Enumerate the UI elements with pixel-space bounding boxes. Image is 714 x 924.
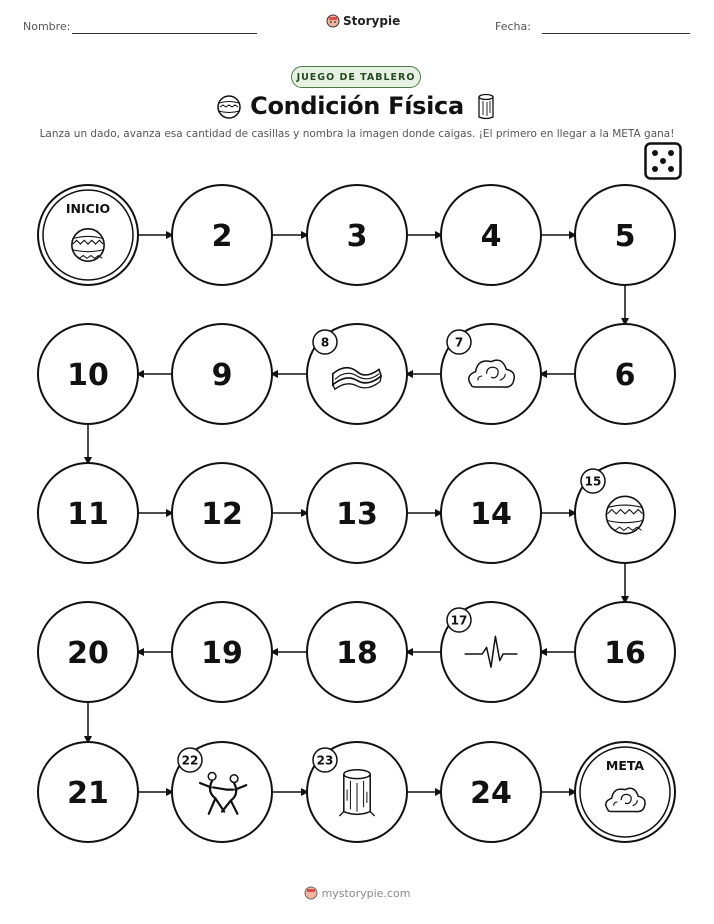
board-space-14 bbox=[441, 463, 541, 563]
svg-text:23: 23 bbox=[316, 753, 334, 768]
space-number: 21 bbox=[67, 776, 109, 811]
board-space-6 bbox=[575, 324, 675, 424]
board-space-16 bbox=[575, 602, 675, 702]
space-number: 12 bbox=[201, 497, 243, 532]
space-number: 3 bbox=[346, 219, 368, 254]
board-space-17 bbox=[441, 602, 541, 702]
start-space bbox=[38, 185, 138, 285]
board-space-19 bbox=[172, 602, 272, 702]
board-space-11 bbox=[38, 463, 138, 563]
space-number: 20 bbox=[67, 636, 109, 671]
space-number: 9 bbox=[211, 358, 233, 393]
board-space-22 bbox=[172, 742, 272, 842]
space-number-badge bbox=[447, 608, 471, 632]
finish-label: META bbox=[605, 758, 645, 773]
board-space-21 bbox=[38, 742, 138, 842]
space-number: 18 bbox=[336, 636, 378, 671]
board-space-3 bbox=[307, 185, 407, 285]
board-space-2 bbox=[172, 185, 272, 285]
svg-text:7: 7 bbox=[454, 335, 464, 350]
space-number: 16 bbox=[604, 636, 646, 671]
page-title: Condición Física bbox=[250, 92, 464, 120]
board-space-24 bbox=[441, 742, 541, 842]
space-number-badge bbox=[581, 469, 605, 493]
space-number: 11 bbox=[67, 497, 109, 532]
space-number: 10 bbox=[67, 358, 109, 393]
footer-url: mystorypie.com bbox=[321, 886, 411, 900]
board-space-12 bbox=[172, 463, 272, 563]
board-space-7 bbox=[441, 324, 541, 424]
storypie-mascot-icon bbox=[304, 886, 318, 900]
board-space-8 bbox=[307, 324, 407, 424]
board-space-18 bbox=[307, 602, 407, 702]
name-label: Nombre: bbox=[23, 20, 71, 33]
space-number: 14 bbox=[470, 497, 512, 532]
board-space-4 bbox=[441, 185, 541, 285]
svg-text:17: 17 bbox=[450, 613, 468, 628]
space-number: 6 bbox=[614, 358, 636, 393]
finish-space bbox=[575, 742, 675, 842]
brand-name: Storypie bbox=[343, 14, 401, 28]
start-label: INICIO bbox=[65, 201, 111, 216]
footer bbox=[0, 886, 714, 900]
instructions: Lanza un dado, avanza esa cantidad de casillas y nombra la imagen donde caigas. ¡El primero en llegar a la META gana! bbox=[39, 128, 675, 140]
board-space-23 bbox=[307, 742, 407, 842]
space-number-badge bbox=[178, 748, 202, 772]
board-space-13 bbox=[307, 463, 407, 563]
svg-text:8: 8 bbox=[320, 335, 330, 350]
board-space-20 bbox=[38, 602, 138, 702]
space-number-badge bbox=[313, 748, 337, 772]
space-number-badge bbox=[447, 330, 471, 354]
space-number: 24 bbox=[470, 776, 512, 811]
board-space-5 bbox=[575, 185, 675, 285]
space-number: 2 bbox=[211, 219, 233, 254]
space-number: 4 bbox=[480, 219, 502, 254]
board-space-9 bbox=[172, 324, 272, 424]
svg-text:15: 15 bbox=[584, 474, 602, 489]
svg-text:22: 22 bbox=[181, 753, 199, 768]
game-type-badge: JUEGO DE TABLERO bbox=[291, 66, 421, 88]
space-number: 19 bbox=[201, 636, 243, 671]
space-number: 13 bbox=[336, 497, 378, 532]
space-number-badge bbox=[313, 330, 337, 354]
board-space-15 bbox=[575, 463, 675, 563]
date-label: Fecha: bbox=[495, 20, 531, 33]
space-number: 5 bbox=[614, 219, 636, 254]
board-space-10 bbox=[38, 324, 138, 424]
